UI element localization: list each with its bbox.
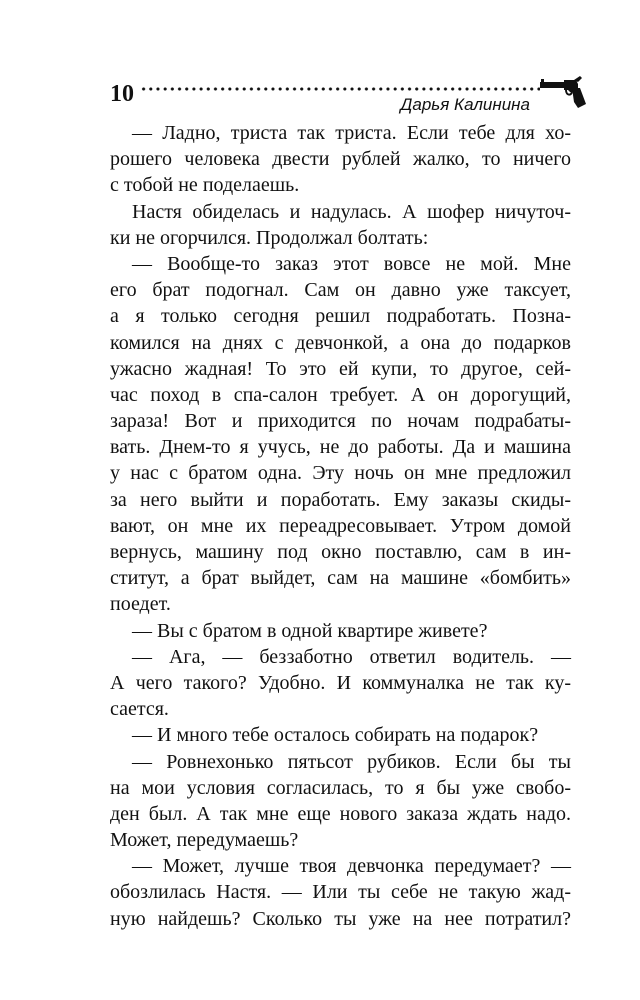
text-line: на мои условия согласилась, то я бы уже свобо-: [110, 776, 571, 799]
text-line: ужасно жадная! То это ей купи, то другое, сей-: [110, 357, 571, 380]
text-line: час поход в спа-салон требует. А он дорогущий,: [110, 383, 571, 406]
text-line: рошего человека двести рублей жалко, то ничего: [110, 148, 571, 171]
text-line: Настя обиделась и надулась. А шофер ничуточ-: [132, 200, 571, 223]
body-text: [110, 120, 571, 932]
header-dotted-rule: [140, 86, 540, 92]
text-line: А чего такого? Удобно. И коммуналка не так ку-: [110, 671, 571, 694]
text-line: обозлилась Настя. — Или ты себе не такую жад-: [110, 881, 571, 904]
text-line: — Вообще-то заказ этот вовсе не мой. Мне: [132, 252, 571, 275]
text-line: — И много тебе осталось собирать на подарок?: [132, 724, 539, 747]
running-head-author: Дарья Калинина: [400, 95, 530, 114]
text-line: ки не огорчился. Продолжал болтать:: [110, 226, 429, 249]
text-line: за него выйти и поработать. Ему заказы скиды-: [110, 488, 571, 511]
text-line: вают, он мне их переадресовывает. Утром домой: [110, 514, 571, 537]
text-line: ститут, а брат выйдет, сам на машине «бомбить»: [110, 567, 571, 590]
text-line: а я только сегодня решил подработать. Позна-: [110, 305, 571, 328]
text-line: вернусь, машину под окно поставлю, сам в ин-: [110, 541, 571, 563]
text-line: поедет.: [110, 593, 171, 616]
text-line: с тобой не поделаешь.: [110, 174, 300, 197]
text-line: — Ладно, триста так триста. Если тебе для хо-: [132, 122, 571, 144]
text-line: вать. Днем-то я учусь, не до работы. Да и машина: [110, 436, 571, 459]
text-line: у нас с братом одна. Эту ночь он мне предложил: [110, 462, 571, 485]
page-number: 10: [110, 81, 134, 107]
text-line: — Вы с братом в одной квартире живете?: [132, 619, 488, 642]
text-line: — Ага, — беззаботно ответил водитель. —: [132, 645, 571, 668]
text-line: комился на днях с девчонкой, а она до подарков: [110, 331, 571, 354]
text-line: зараза! Вот и приходится по ночам подрабаты-: [110, 410, 571, 433]
text-line: — Ровнехонько пятьсот рубиков. Если бы ты: [132, 750, 571, 773]
revolver-icon: [540, 76, 586, 108]
text-line: — Может, лучше твоя девчонка передумает? —: [132, 855, 571, 878]
text-line: ден был. А так мне еще нового заказа ждать надо.: [110, 802, 571, 825]
text-line: сается.: [110, 698, 169, 721]
text-line: ную найдешь? Сколько ты уже на нее потратил?: [110, 907, 571, 930]
text-line: его брат подогнал. Сам он давно уже таксует,: [110, 279, 571, 302]
text-line: Может, передумаешь?: [110, 829, 299, 852]
